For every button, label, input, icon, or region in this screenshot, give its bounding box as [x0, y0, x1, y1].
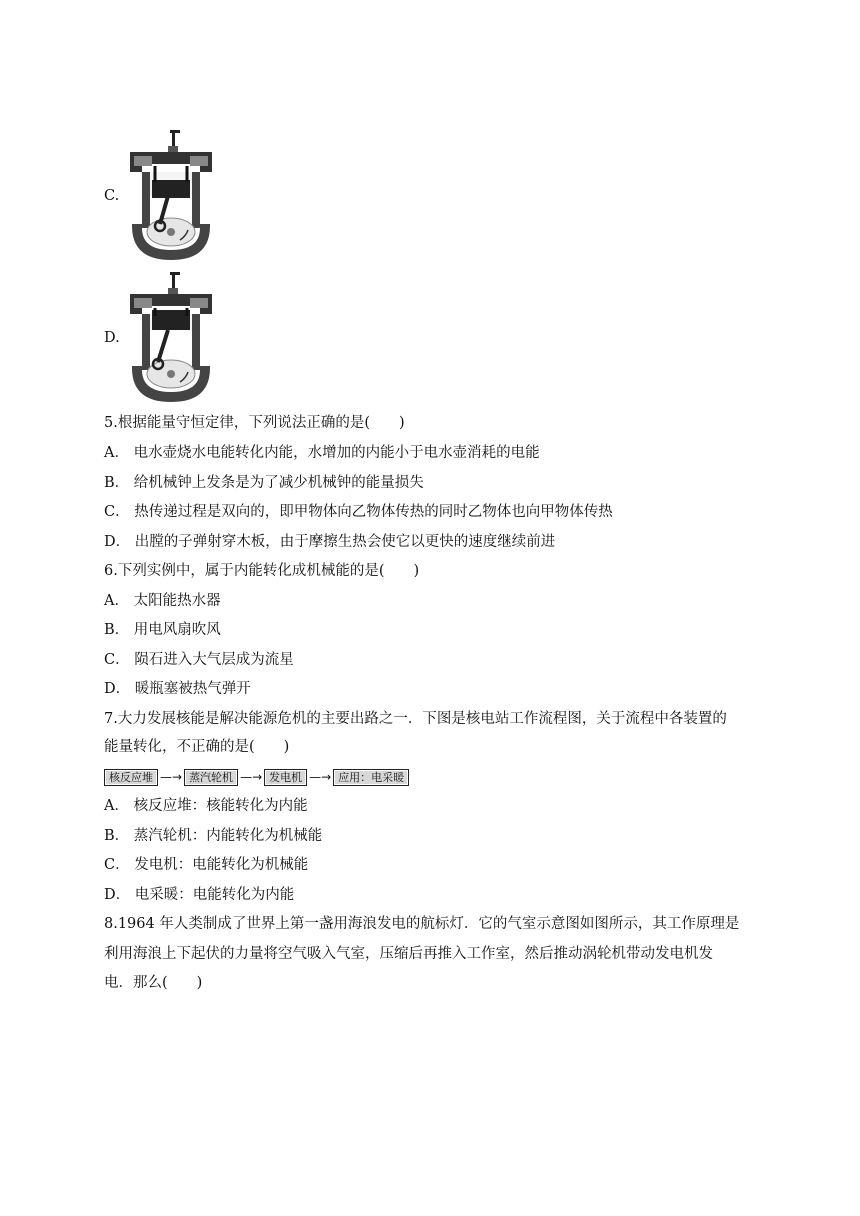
q5-option-d: D． 出膛的子弹射穿木板，由于摩擦生热会使它以更快的速度继续前进	[104, 534, 556, 550]
q8-line2: 利用海浪上下起伏的力量将空气吸入气室，压缩后再推入工作室，然后推动涡轮机带动发电机发	[104, 946, 713, 962]
flow-arrow-3: —→	[309, 770, 332, 784]
q5-option-b: B． 给机械钟上发条是为了减少机械钟的能量损失	[104, 475, 424, 491]
q6-stem: 6.下列实例中，属于内能转化成机械能的是( )	[104, 563, 420, 579]
nuclear-flow-diagram	[104, 768, 409, 786]
q5-option-a: A． 电水壶烧水电能转化内能，水增加的内能小于电水壶消耗的电能	[104, 445, 540, 461]
flow-arrow-2: —→	[240, 770, 263, 784]
q6-option-d: D． 暖瓶塞被热气弹开	[104, 681, 251, 697]
flow-arrow-1: —→	[160, 770, 183, 784]
engine-diagram-d	[128, 270, 214, 404]
flow-box-turbine: 蒸汽轮机	[184, 769, 238, 786]
engine-diagram-c	[128, 128, 214, 262]
flow-box-application: 应用：电采暖	[333, 769, 409, 786]
q7-stem-line2: 能量转化，不正确的是( )	[104, 739, 290, 755]
q7-stem-line1: 7.大力发展核能是解决能源危机的主要出路之一．下图是核电站工作流程图，关于流程中各装置的	[104, 711, 727, 727]
q6-option-c: C． 陨石进入大气层成为流星	[104, 652, 294, 668]
q6-option-b: B． 用电风扇吹风	[104, 622, 221, 638]
q6-option-a: A． 太阳能热水器	[104, 593, 221, 609]
q7-option-a: A． 核反应堆：核能转化为内能	[104, 798, 308, 814]
q8-line1: 8.1964 年人类制成了世界上第一盏用海浪发电的航标灯．它的气室示意图如图所示，其工作原理是	[104, 916, 740, 932]
q8-line3: 电．那么( )	[104, 975, 203, 991]
flow-box-reactor: 核反应堆	[104, 769, 158, 786]
q7-option-d: D． 电采暖：电能转化为内能	[104, 887, 295, 903]
q5-option-c: C． 热传递过程是双向的，即甲物体向乙物体传热的同时乙物体也向甲物体传热	[104, 504, 613, 520]
q7-option-b: B． 蒸汽轮机：内能转化为机械能	[104, 828, 323, 844]
q4-option-c-letter: C.	[104, 188, 120, 204]
flow-box-generator: 发电机	[264, 769, 307, 786]
q7-option-c: C． 发电机：电能转化为机械能	[104, 857, 309, 873]
q4-option-d-letter: D.	[104, 330, 120, 346]
q5-stem: 5.根据能量守恒定律，下列说法正确的是( )	[104, 415, 405, 431]
